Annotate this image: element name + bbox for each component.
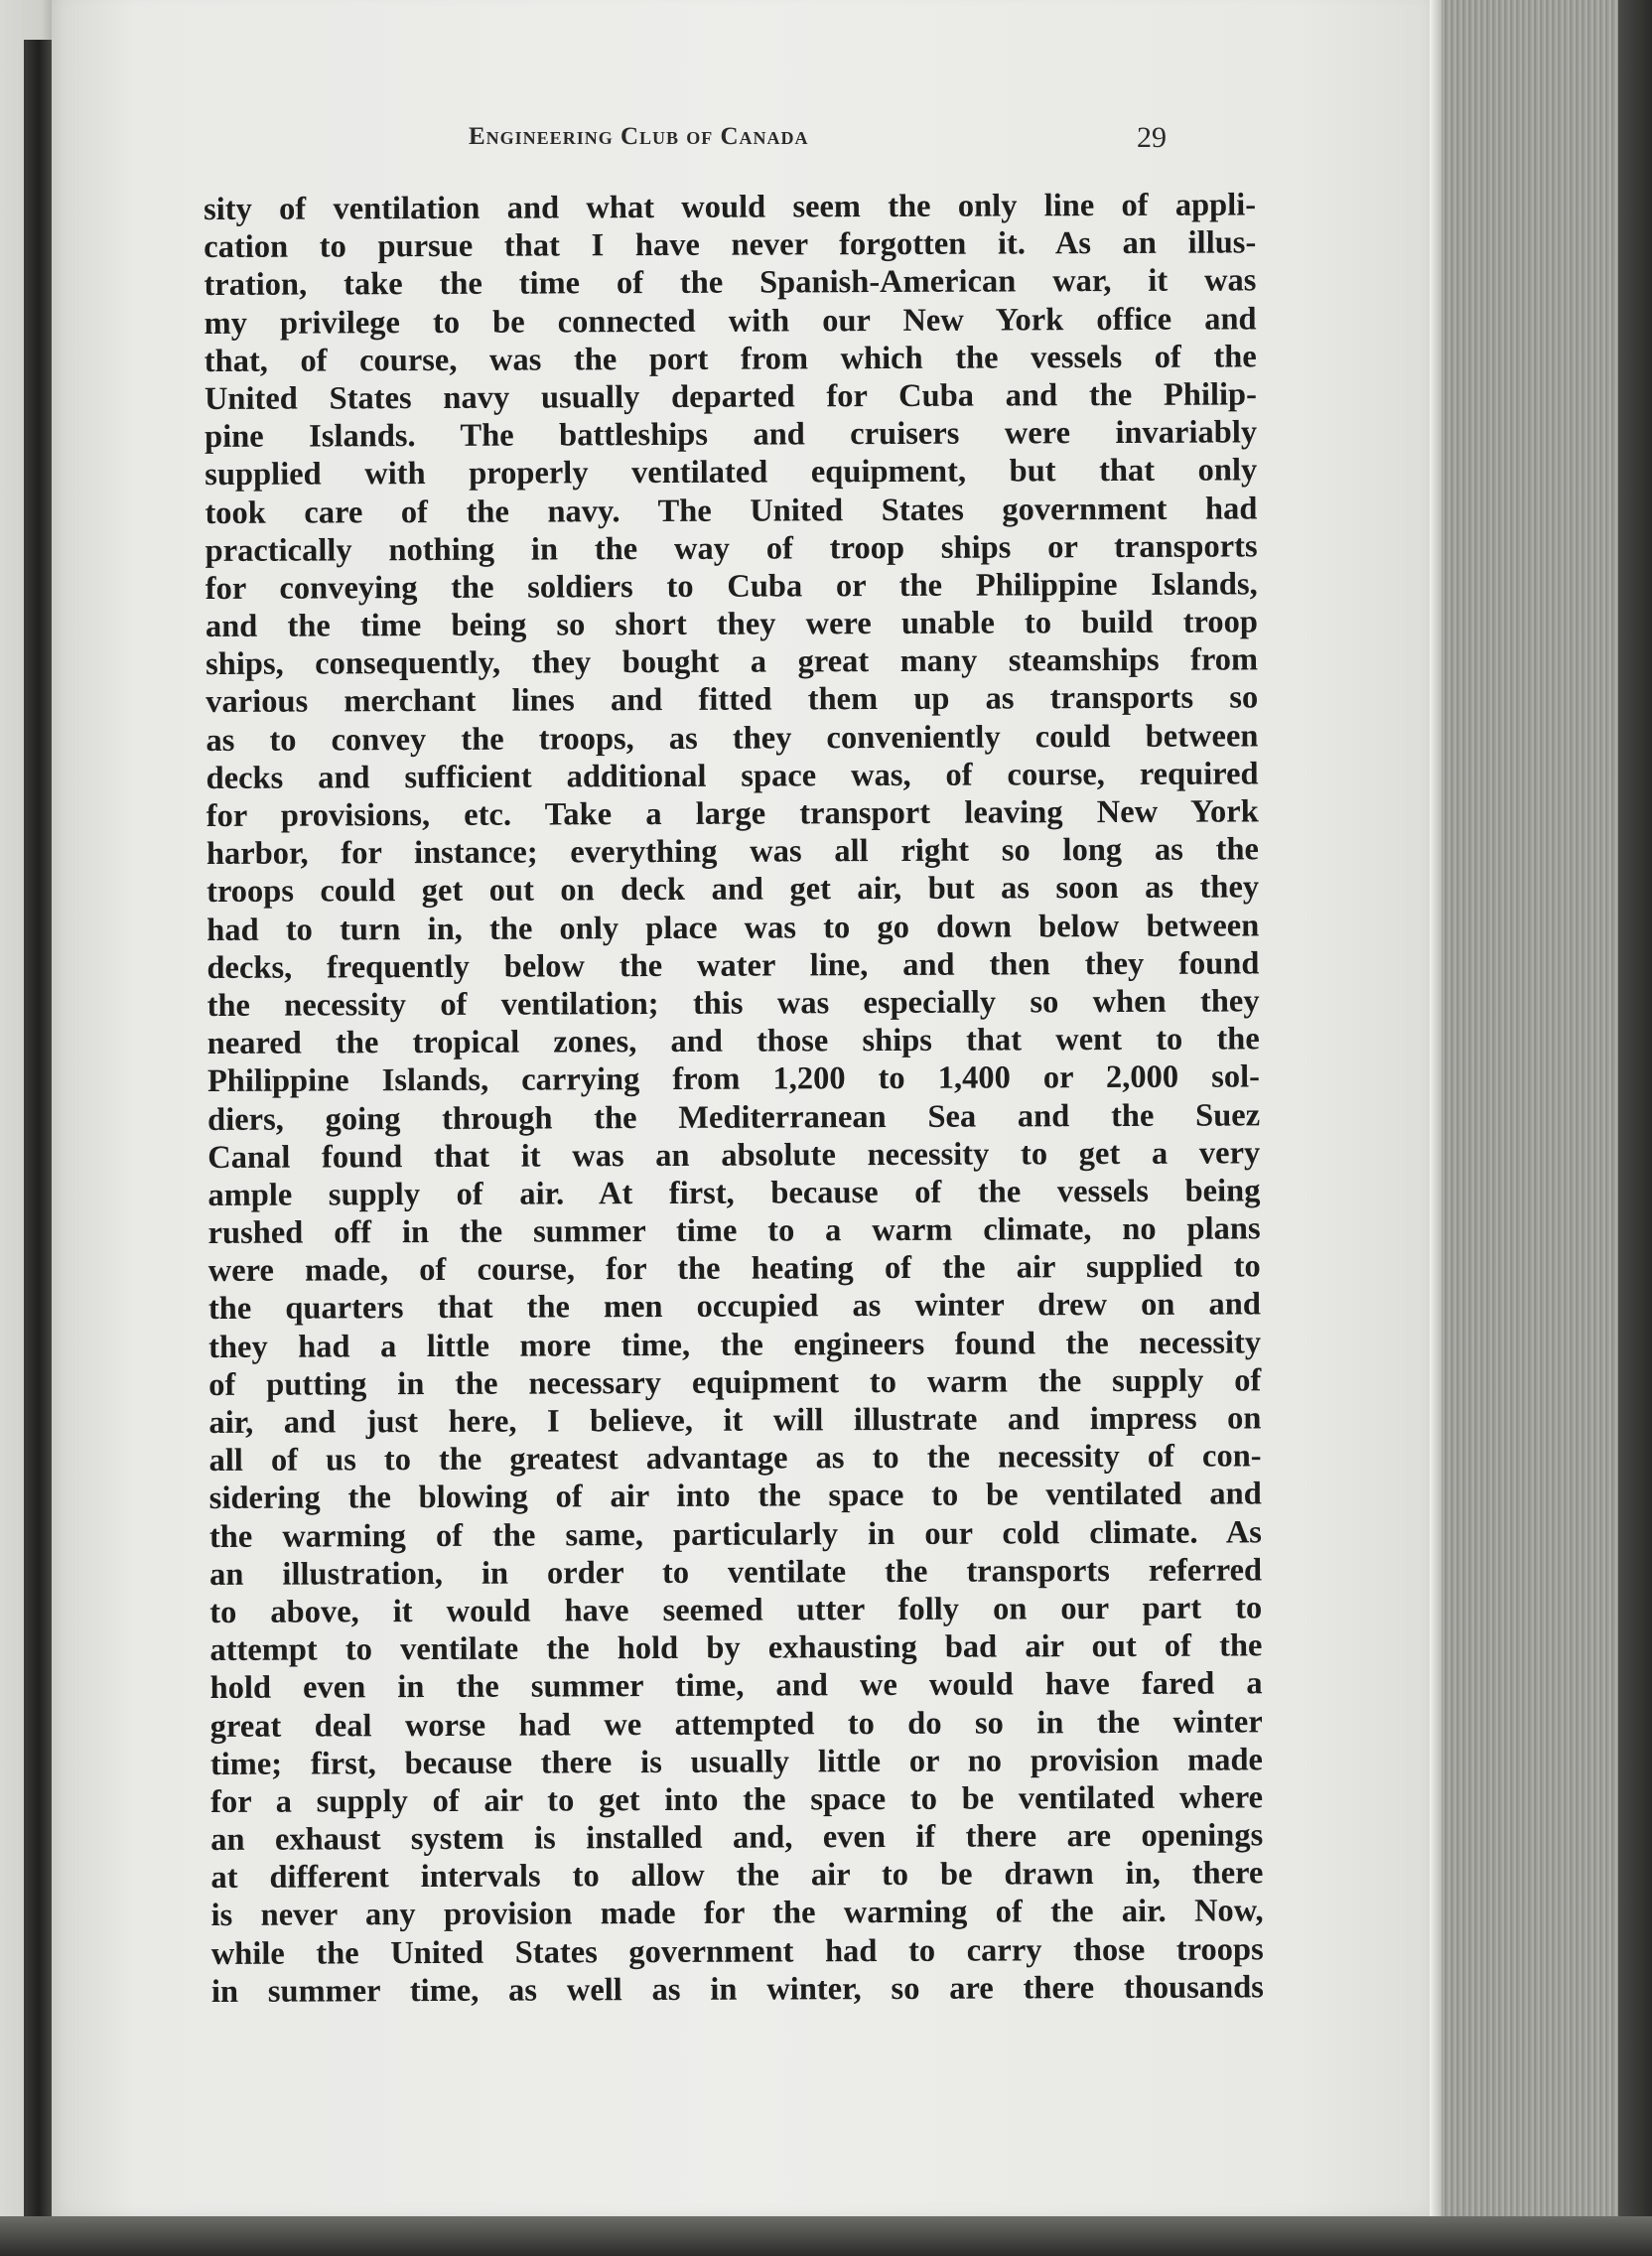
- text-line: in summer time, as well as in winter, so are there thousands: [210, 1969, 1264, 2010]
- bottom-shadow: [0, 2216, 1652, 2256]
- text-line: as to convey the troops, as they conveniently could between: [206, 717, 1259, 759]
- text-line: hold even in the summer time, and we would have fared a: [209, 1665, 1263, 1707]
- text-line: ships, consequently, they bought a great many steamships from: [206, 641, 1259, 683]
- text-line: decks, frequently below the water line, and then they found: [206, 945, 1260, 986]
- text-line: tration, take the time of the Spanish-American war, it was: [204, 262, 1257, 304]
- text-line: to above, it would have seemed utter folly on our part to: [209, 1590, 1263, 1630]
- text-line: while the United States government had to carry those troops: [210, 1930, 1264, 1972]
- text-line: practically nothing in the way of troop ships or transports: [205, 528, 1258, 569]
- text-line: the quarters that the men occupied as winter drew on and: [207, 1286, 1261, 1328]
- text-line: air, and just here, I believe, it will illustrate and impress on: [208, 1400, 1262, 1441]
- text-line: great deal worse had we attempted to do so in the winter: [209, 1703, 1263, 1745]
- text-line: time; first, because there is usually little or no provision made: [209, 1742, 1263, 1782]
- text-line: the necessity of ventilation; this was especially so when they: [206, 983, 1260, 1024]
- text-line: is never any provision made for the warming of the air. Now,: [210, 1893, 1264, 1934]
- text-line: various merchant lines and fitted them up as transports so: [206, 679, 1259, 721]
- running-title: Engineering Club of Canada: [469, 123, 809, 150]
- text-line: had to turn in, the only place was to go down below between: [206, 907, 1260, 948]
- text-line: United States navy usually departed for Cuba and the Philip-: [204, 376, 1257, 417]
- page-edge-highlight: [1430, 0, 1442, 2256]
- text-line: sidering the blowing of air into the space to be ventilated and: [208, 1476, 1262, 1517]
- page-number: 29: [1137, 121, 1167, 154]
- text-line: sity of ventilation and what would seem the only line of appli-: [204, 187, 1257, 227]
- body-text: [204, 186, 1264, 2011]
- text-line: of putting in the necessary equipment to warm the supply of: [208, 1362, 1262, 1403]
- text-line: an exhaust system is installed and, even if there are openings: [210, 1817, 1264, 1859]
- running-header: [208, 123, 1251, 163]
- text-line: ample supply of air. At first, because of the vessels being: [207, 1173, 1261, 1213]
- book-gutter: [24, 40, 54, 2254]
- text-line: rushed off in the summer time to a warm climate, no plans: [207, 1210, 1261, 1252]
- text-line: Canal found that it was an absolute necessity to get a very: [207, 1135, 1261, 1176]
- text-line: my privilege to be connected with our New York office and: [204, 300, 1257, 342]
- text-line: an illustration, in order to ventilate the transports referred: [209, 1552, 1263, 1593]
- text-line: harbor, for instance; everything was all right so long as the: [206, 831, 1259, 873]
- text-line: and the time being so short they were unable to build troop: [205, 604, 1258, 645]
- book-cover-edge: [1618, 0, 1652, 2256]
- text-line: decks and sufficient additional space was, of course, required: [206, 756, 1259, 796]
- text-line: diers, going through the Mediterranean Sea and the Suez: [207, 1096, 1261, 1138]
- text-line: for conveying the soldiers to Cuba or the Philippine Islands,: [205, 566, 1258, 607]
- text-line: at different intervals to allow the air to be drawn in, there: [210, 1855, 1264, 1897]
- text-line: all of us to the greatest advantage as to the necessity of con-: [208, 1438, 1262, 1480]
- text-line: they had a little more time, the engineers found the necessity: [208, 1324, 1262, 1365]
- text-line: the warming of the same, particularly in our cold climate. As: [208, 1513, 1262, 1555]
- text-line: attempt to ventilate the hold by exhausting bad air out of the: [209, 1627, 1263, 1669]
- text-line: were made, of course, for the heating of the air supplied to: [207, 1248, 1261, 1290]
- text-line: troops could get out on deck and get air, but as soon as they: [206, 869, 1260, 911]
- text-line: neared the tropical zones, and those ships that went to the: [206, 1021, 1260, 1062]
- text-line: for a supply of air to get into the space to be ventilated where: [210, 1779, 1264, 1820]
- text-line: that, of course, was the port from which the vessels of the: [204, 339, 1257, 379]
- text-line: cation to pursue that I have never forgotten it. As an illus-: [204, 224, 1257, 266]
- text-line: pine Islands. The battleships and cruisers were invariably: [205, 414, 1258, 456]
- text-line: took care of the navy. The United States government had: [205, 490, 1258, 531]
- text-line: for provisions, etc. Take a large transport leaving New York: [206, 793, 1259, 834]
- text-line: supplied with properly ventilated equipment, but that only: [205, 452, 1258, 494]
- text-line: Philippine Islands, carrying from 1,200 to 1,400 or 2,000 sol-: [206, 1058, 1260, 1100]
